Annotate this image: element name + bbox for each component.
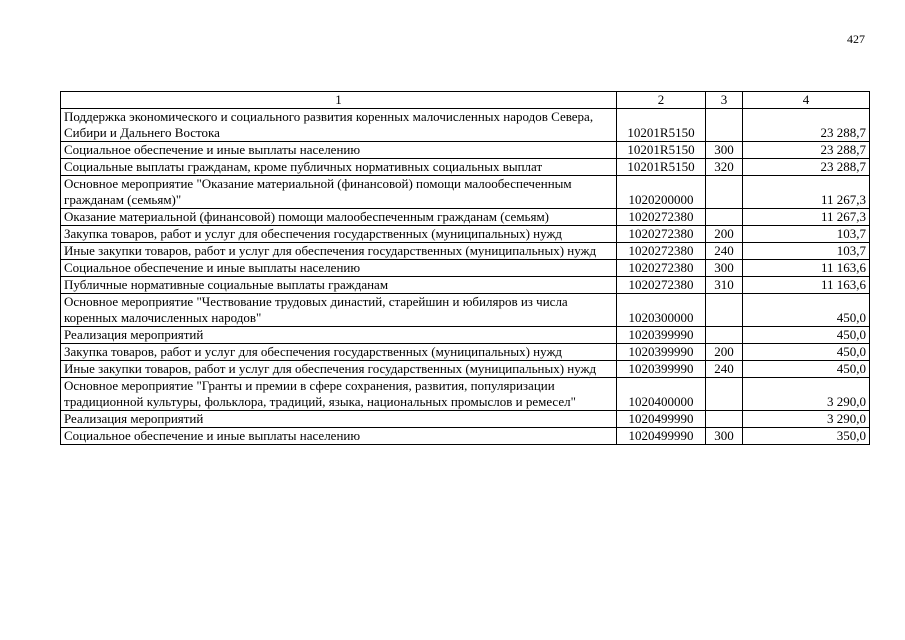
row-code: 1020272380	[617, 260, 706, 277]
table-row	[61, 226, 870, 243]
row-name: Социальное обеспечение и иные выплаты населению	[61, 428, 617, 445]
row-kind	[706, 209, 743, 226]
row-amount: 450,0	[743, 294, 870, 327]
table-row	[61, 327, 870, 344]
header-row	[61, 92, 870, 109]
row-code: 10201R5150	[617, 109, 706, 142]
row-kind	[706, 294, 743, 327]
table-row	[61, 159, 870, 176]
row-name: Социальное обеспечение и иные выплаты населению	[61, 260, 617, 277]
row-kind: 300	[706, 142, 743, 159]
row-amount: 450,0	[743, 344, 870, 361]
row-kind: 310	[706, 277, 743, 294]
row-code: 1020272380	[617, 277, 706, 294]
table-row	[61, 344, 870, 361]
row-kind	[706, 109, 743, 142]
table-row	[61, 378, 870, 411]
row-kind: 240	[706, 361, 743, 378]
row-amount: 23 288,7	[743, 142, 870, 159]
table-row	[61, 176, 870, 209]
row-name: Закупка товаров, работ и услуг для обеспечения государственных (муниципальных) нужд	[61, 226, 617, 243]
table-row	[61, 411, 870, 428]
row-amount: 3 290,0	[743, 411, 870, 428]
header-col-1: 1	[61, 92, 617, 109]
row-kind: 300	[706, 428, 743, 445]
row-amount: 11 267,3	[743, 209, 870, 226]
row-amount: 103,7	[743, 226, 870, 243]
table-row	[61, 142, 870, 159]
row-code: 1020399990	[617, 344, 706, 361]
row-name: Поддержка экономического и социального развития коренных малочисленных народов Севера, Сибири и Дальнего Востока	[61, 109, 617, 142]
row-code: 1020272380	[617, 243, 706, 260]
row-amount: 23 288,7	[743, 159, 870, 176]
row-kind: 200	[706, 226, 743, 243]
row-amount: 350,0	[743, 428, 870, 445]
table-row	[61, 209, 870, 226]
row-amount: 11 267,3	[743, 176, 870, 209]
row-code: 1020300000	[617, 294, 706, 327]
row-code: 10201R5150	[617, 159, 706, 176]
header-col-4: 4	[743, 92, 870, 109]
row-code: 1020499990	[617, 411, 706, 428]
row-code: 1020499990	[617, 428, 706, 445]
row-name: Социальные выплаты гражданам, кроме публичных нормативных социальных выплат	[61, 159, 617, 176]
row-kind	[706, 327, 743, 344]
table-row	[61, 294, 870, 327]
row-code: 1020399990	[617, 361, 706, 378]
row-amount: 103,7	[743, 243, 870, 260]
row-name: Реализация мероприятий	[61, 411, 617, 428]
row-name: Иные закупки товаров, работ и услуг для обеспечения государственных (муниципальных) нужд	[61, 243, 617, 260]
table-row	[61, 277, 870, 294]
page-number: 427	[847, 32, 865, 46]
row-amount: 23 288,7	[743, 109, 870, 142]
row-name: Оказание материальной (финансовой) помощи малообеспеченным гражданам (семьям)	[61, 209, 617, 226]
row-name: Иные закупки товаров, работ и услуг для обеспечения государственных (муниципальных) нужд	[61, 361, 617, 378]
table-row	[61, 361, 870, 378]
table-row	[61, 109, 870, 142]
row-amount: 3 290,0	[743, 378, 870, 411]
row-amount: 450,0	[743, 361, 870, 378]
row-name: Публичные нормативные социальные выплаты гражданам	[61, 277, 617, 294]
row-amount: 11 163,6	[743, 277, 870, 294]
row-code: 1020200000	[617, 176, 706, 209]
row-name: Реализация мероприятий	[61, 327, 617, 344]
row-kind	[706, 411, 743, 428]
row-kind: 320	[706, 159, 743, 176]
table-row	[61, 243, 870, 260]
row-code: 1020272380	[617, 226, 706, 243]
row-code: 1020399990	[617, 327, 706, 344]
row-kind	[706, 378, 743, 411]
header-col-3: 3	[706, 92, 743, 109]
header-col-2: 2	[617, 92, 706, 109]
table-row	[61, 260, 870, 277]
row-name: Основное мероприятие "Чествование трудовых династий, старейшин и юбиляров из числа коренных малочисленных народов"	[61, 294, 617, 327]
row-code: 10201R5150	[617, 142, 706, 159]
row-name: Основное мероприятие "Гранты и премии в сфере сохранения, развития, популяризации традиционной культуры, фольклора, традиций, языка, национальных промыслов и ремесел"	[61, 378, 617, 411]
row-kind: 200	[706, 344, 743, 361]
row-amount: 11 163,6	[743, 260, 870, 277]
row-kind: 240	[706, 243, 743, 260]
table-row	[61, 428, 870, 445]
row-name: Социальное обеспечение и иные выплаты населению	[61, 142, 617, 159]
row-amount: 450,0	[743, 327, 870, 344]
row-kind: 300	[706, 260, 743, 277]
budget-table	[60, 91, 870, 445]
row-code: 1020272380	[617, 209, 706, 226]
row-name: Закупка товаров, работ и услуг для обеспечения государственных (муниципальных) нужд	[61, 344, 617, 361]
row-code: 1020400000	[617, 378, 706, 411]
row-name: Основное мероприятие "Оказание материальной (финансовой) помощи малообеспеченным гражданам (семьям)"	[61, 176, 617, 209]
row-kind	[706, 176, 743, 209]
